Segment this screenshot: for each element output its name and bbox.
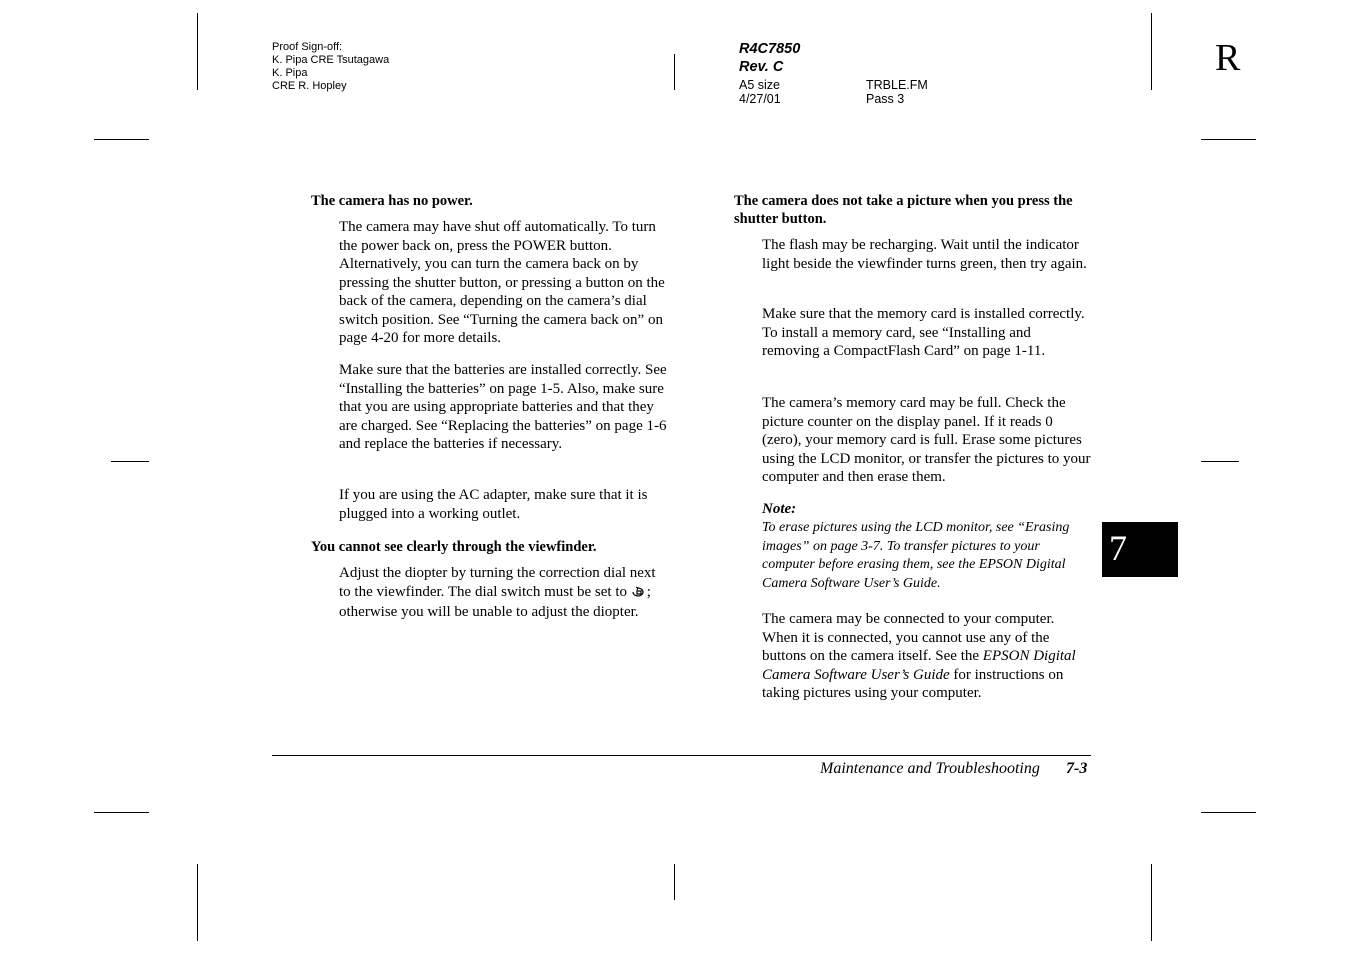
crop-mark bbox=[94, 812, 149, 813]
proof-line: K. Pipa bbox=[272, 67, 308, 79]
note-label: Note: bbox=[762, 501, 797, 517]
chapter-number: 7 bbox=[1109, 528, 1127, 568]
footer-title: Maintenance and Troubleshooting bbox=[820, 760, 1040, 777]
crop-mark bbox=[674, 864, 675, 900]
crop-mark bbox=[1151, 13, 1152, 90]
paragraph: The flash may be recharging. Wait until the indicator light beside the viewfinder turns green, then try again. bbox=[762, 237, 1087, 272]
note-text: To erase pictures using the LCD monitor, see “Erasing images” on page 3-7. To transfer pictures to your computer before erasing them, see the EPSON Digital Camera Software User’s Guide. bbox=[762, 520, 1070, 591]
camera-mode-icon bbox=[631, 585, 647, 604]
crop-mark bbox=[111, 461, 149, 462]
corner-letter: R bbox=[1215, 37, 1241, 79]
date: 4/27/01 bbox=[739, 92, 781, 106]
paragraph-text: for instructions on taking pictures using your computer. bbox=[762, 666, 1064, 701]
paragraph-text: Adjust the diopter by turning the correction dial next to the viewfinder. The dial switch must be set to bbox=[339, 565, 656, 600]
section-heading: You cannot see clearly through the viewfinder. bbox=[311, 539, 597, 555]
chapter-tab bbox=[1102, 522, 1178, 577]
model-number: R4C7850 bbox=[739, 41, 801, 57]
document-code bbox=[739, 40, 800, 76]
proof-line: K. Pipa CRE Tsutagawa bbox=[272, 54, 390, 66]
paragraph bbox=[339, 564, 669, 622]
proof-signoff bbox=[272, 41, 389, 93]
proof-line: CRE R. Hopley bbox=[272, 80, 347, 92]
pass: Pass 3 bbox=[866, 92, 905, 106]
paragraph-text: ; otherwise you will be unable to adjust the diopter. bbox=[339, 583, 651, 620]
revision: Rev. C bbox=[739, 59, 784, 75]
crop-mark bbox=[197, 13, 198, 90]
crop-mark bbox=[197, 864, 198, 941]
section-heading: The camera has no power. bbox=[311, 193, 473, 209]
paragraph: Make sure that the batteries are installed correctly. See “Installing the batteries” on page 1-5. Also, make sure that you are using appropriate batteries and that they are charged. See “Replacing the batteries” on page 1-6 and replace the batteries if necessary. bbox=[339, 362, 667, 452]
paragraph-text: The camera may be connected to your computer. When it is connected, you cannot use any of the buttons on the camera itself. See the bbox=[762, 611, 1055, 664]
crop-mark bbox=[1151, 864, 1152, 941]
footer-rule bbox=[272, 755, 1091, 756]
paragraph: The camera may have shut off automatically. To turn the power back on, press the POWER button. Alternatively, you can turn the camera back on by pressing the shutter button, or pressing a button on the back of the camera, depending on the camera’s dial switch position. See “Turning the camera back on” on page 4-20 for more details. bbox=[339, 219, 665, 346]
page-size: A5 size bbox=[739, 78, 780, 92]
file-name: TRBLE.FM bbox=[866, 78, 928, 92]
crop-mark bbox=[1201, 139, 1256, 140]
paragraph bbox=[762, 610, 1092, 703]
proof-line: Proof Sign-off: bbox=[272, 41, 343, 53]
page-number: 7-3 bbox=[1066, 760, 1088, 777]
guide-title: EPSON Digital Camera Software User’s Guide bbox=[762, 648, 1076, 683]
crop-mark bbox=[1201, 461, 1239, 462]
crop-mark bbox=[674, 54, 675, 90]
section-heading: The camera does not take a picture when you press the shutter button. bbox=[734, 193, 1073, 227]
paragraph: Make sure that the memory card is installed correctly. To install a memory card, see “Installing and removing a CompactFlash Card” on page 1-11. bbox=[762, 306, 1085, 359]
paragraph: The camera’s memory card may be full. Check the picture counter on the display panel. If it reads 0 (zero), your memory card is full. Erase some pictures using the LCD monitor, or transfer the pictures to your computer and then erase them. bbox=[762, 395, 1091, 485]
crop-mark bbox=[94, 139, 149, 140]
paragraph: If you are using the AC adapter, make sure that it is plugged into a working outlet. bbox=[339, 487, 648, 522]
crop-mark bbox=[1201, 812, 1256, 813]
